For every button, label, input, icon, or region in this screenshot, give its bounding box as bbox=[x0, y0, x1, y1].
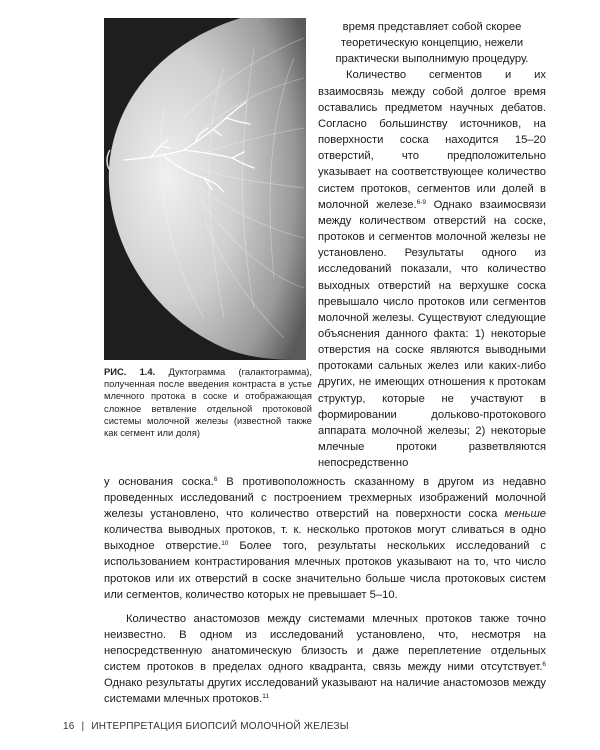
full-width-text bbox=[104, 474, 546, 707]
paragraph-segments-part-e: количества выводных протоков, т. к. несколько протоков могут сливаться в одно выходное отверстие. bbox=[104, 524, 546, 553]
ductogram-image bbox=[104, 18, 306, 360]
figure-caption bbox=[104, 366, 312, 439]
page-number: 16 bbox=[63, 721, 75, 732]
reference-6a: 6 bbox=[213, 476, 218, 483]
reference-10: 10 bbox=[221, 540, 229, 548]
figure-caption-text: Дуктограмма (галактограмма), полученная после введения контраста в устье млечного протока в соске и отображающая сложное ветвление отдельной протоковой системы молочной железы (известной также как сегмент или доля) bbox=[104, 366, 313, 439]
paragraph-segments-continued bbox=[104, 474, 546, 603]
paragraph-anastomoses-part-b: Однако результаты других исследований указывают на наличие анастомозов между системами млечных протоков. bbox=[104, 677, 546, 706]
paragraph-anastomoses bbox=[104, 611, 546, 708]
paragraph-segments bbox=[318, 67, 546, 471]
paragraph-segments-part-b: Однако взаимосвязи между количеством отверстий на соске, протоков и сегментов молочной железы не установлено. Результаты одного из исследований показали, что количество выходных отверстий на верхушке соска превышало число протоков или сегментов молочной железы. Существуют следующие объяснения данного факта: 1) некоторые отверстия на соске являются выводными протоками сальных желез или каких-либо других, не имеющих отношения к протокам структур, которые не участвуют в формировании дольково-протокового аппарата молочной железы; 2) некоторые млечные протоки разветвляются непосредственно bbox=[318, 198, 546, 470]
paragraph-segments-part-f: Более того, результаты нескольких исследований с использованием контрастирования млечных протоков указывают на то, что число протоков или их отверстий в соске значительно больше числа протоковых систем или сегментов, количество которых не превышает 5–10. bbox=[104, 540, 546, 601]
page-footer bbox=[63, 721, 349, 732]
footer-separator: | bbox=[81, 721, 85, 732]
paragraph-segments-part-d: В противоположность сказанному в другом из недавно проведенных исследований с построением трехмерных изображений молочной железы установлено, что количество отверстий на поверхности соска bbox=[104, 476, 547, 521]
reference-6-9: 6-9 bbox=[416, 198, 426, 206]
reference-6b: 6 bbox=[542, 661, 546, 669]
paragraph-anastomoses-part-a: Количество анастомозов между системами млечных протоков также точно неизвестно. В одном из исследований установлено, что, несмотря на непосредственную анатомическую близость и даже переплетение отдельных систем протоков в пределах одного квадранта, связь между ними отсутствует. bbox=[104, 612, 546, 674]
right-column-text bbox=[318, 19, 546, 471]
reference-11: 11 bbox=[262, 693, 269, 701]
emphasis-word: меньше bbox=[504, 508, 546, 521]
figure-caption-label: РИС. 1.4. bbox=[104, 366, 156, 377]
running-title: ИНТЕРПРЕТАЦИЯ БИОПСИЙ МОЛОЧНОЙ ЖЕЛЕЗЫ bbox=[91, 721, 349, 732]
paragraph-segments-part-a: Количество сегментов и их взаимосвязь между собой долгое время оставались предметом научных дебатов. Согласно большинству источников, на поверхности соска находится 15–20 отверстий, что предположительно указывает на соответствующее количество систем протоков, сегментов или долей в молочной железе. bbox=[318, 69, 546, 211]
paragraph-continuation: время представляет собой скорее теоретическую концепцию, нежели практически выполнимую процедуру. bbox=[335, 21, 529, 66]
paragraph-segments-part-c: у основания соска. bbox=[104, 476, 214, 488]
